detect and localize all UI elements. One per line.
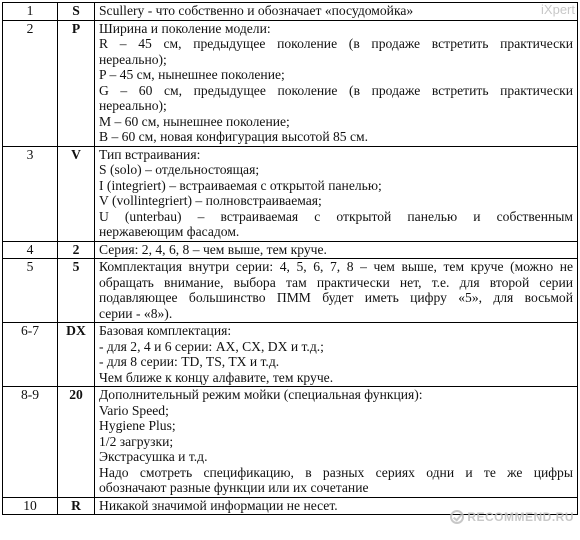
position-cell: 2 <box>3 20 58 146</box>
description-cell <box>95 241 578 259</box>
description-cell <box>95 323 578 387</box>
description-line: обозначают разные функции или их сочетание <box>99 480 369 495</box>
code-cell: V <box>58 146 95 241</box>
description-line: Чем ближе к концу алфавите, тем круче. <box>99 369 334 385</box>
table-row <box>3 259 578 323</box>
description-cell <box>95 20 578 146</box>
code-cell: 5 <box>58 259 95 323</box>
description-line: B – 60 см, новая конфигурация высотой 85 см. <box>99 129 369 144</box>
description-line: - для 8 серии: TD, TS, TX и т.д. <box>99 354 280 369</box>
description-line: нереально); <box>99 98 167 113</box>
description-cell <box>95 387 578 498</box>
description-line: - для 2, 4 и 6 серии: AX, CX, DX и т.д.; <box>99 338 324 354</box>
table-row <box>3 20 578 146</box>
code-cell: P <box>58 20 95 146</box>
recommend-watermark <box>450 510 574 524</box>
description-line: нереально); <box>99 51 167 67</box>
description-line: R – 45 см, предыдущее поколение (в продаже встретить практически <box>99 36 573 51</box>
table-row <box>3 146 578 241</box>
description-line: Никакой значимой информации не несет. <box>99 497 338 513</box>
code-cell: 20 <box>58 387 95 498</box>
code-cell: 2 <box>58 241 95 259</box>
check-circle-icon <box>450 510 464 524</box>
description-line: U (unterbau) – встраиваемая с открытой панелью и собственным <box>99 208 573 224</box>
description-line: M – 60 см, нынешнее поколение; <box>99 113 290 129</box>
description-line: V (vollintegriert) – полновстраиваемая; <box>99 193 322 208</box>
description-line: Ширина и поколение модели: <box>99 20 271 36</box>
spec-table <box>2 2 578 515</box>
description-line: G – 60 см, предыдущее поколение (в продаже встретить практически <box>99 82 573 98</box>
description-line: I (integriert) – встраиваемая с открытой панелью; <box>99 177 382 193</box>
table-row <box>3 387 578 498</box>
code-cell: DX <box>58 323 95 387</box>
recommend-watermark-text: RECOMMEND.RU <box>467 510 574 524</box>
description-line: S (solo) – отдельностоящая; <box>99 162 260 177</box>
description-line: Дополнительный режим мойки (специальная функция): <box>99 387 423 402</box>
description-line: подавляющее большинство ПММ будет иметь цифру «5», для восьмой <box>99 290 573 305</box>
description-line: Комплектация внутри серии: 4, 5, 6, 7, 8 – чем выше, тем круче (можно не <box>99 259 573 274</box>
description-line: обращать внимание, выбора там практически нет, т.е. для второй серии <box>99 274 573 290</box>
position-cell: 3 <box>3 146 58 241</box>
description-line: Vario Speed; <box>99 402 169 418</box>
position-cell: 4 <box>3 241 58 259</box>
ixpert-watermark: iXpert <box>541 2 575 17</box>
description-cell <box>95 259 578 323</box>
code-cell: S <box>58 3 95 21</box>
description-line: Надо смотреть спецификацию, в разных сериях одни и те же цифры <box>99 464 573 480</box>
spec-table-body <box>3 3 578 515</box>
description-line: Экстрасушка и т.д. <box>99 449 208 464</box>
position-cell: 5 <box>3 259 58 323</box>
table-row <box>3 323 578 387</box>
description-line: 1/2 загрузки; <box>99 433 174 449</box>
description-line: Тип встраивания: <box>99 146 201 162</box>
description-cell <box>95 146 578 241</box>
description-cell <box>95 3 578 21</box>
code-cell: R <box>58 497 95 515</box>
description-line: Scullery - что собственно и обозначает «посудомойка» <box>99 3 414 18</box>
description-line: Серия: 2, 4, 6, 8 – чем выше, тем круче. <box>99 241 327 257</box>
description-line: нержавеющим фасадом. <box>99 224 240 239</box>
position-cell: 1 <box>3 3 58 21</box>
table-row <box>3 3 578 21</box>
description-line: Базовая комплектация: <box>99 323 232 338</box>
description-line: Hygiene Plus; <box>99 418 176 433</box>
description-line: P – 45 см, нынешнее поколение; <box>99 67 285 82</box>
position-cell: 8-9 <box>3 387 58 498</box>
position-cell: 10 <box>3 497 58 515</box>
position-cell: 6-7 <box>3 323 58 387</box>
description-line: серии - «8»). <box>99 305 173 321</box>
table-row <box>3 241 578 259</box>
